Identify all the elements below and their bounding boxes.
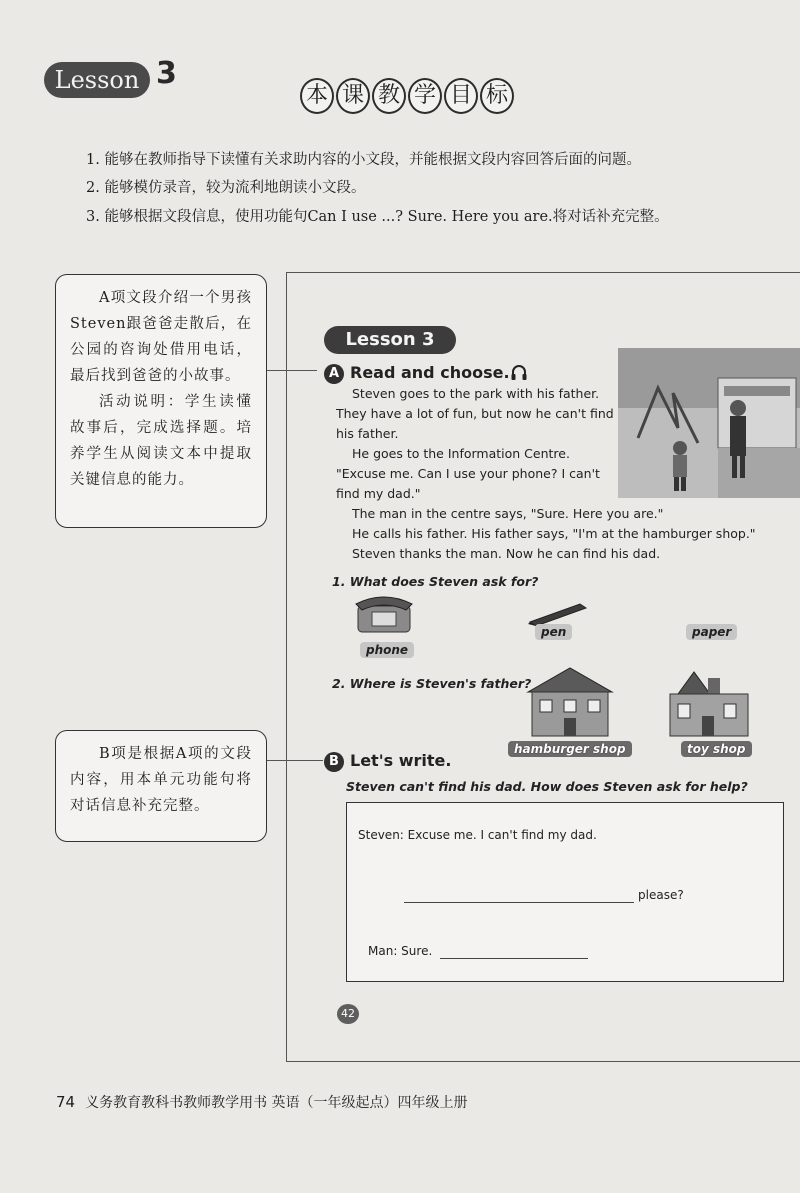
title-char: 目 xyxy=(444,78,478,114)
note-paragraph: 活动说明：学生读懂故事后，完成选择题。培养学生从阅读文本中提取关键信息的能力。 xyxy=(70,394,252,488)
section-b-badge: B xyxy=(324,752,344,772)
lesson-badge: Lesson xyxy=(44,62,150,98)
story-line: He calls his father. His father says, "I'm at the hamburger shop." xyxy=(352,526,756,541)
section-a-badge: A xyxy=(324,364,344,384)
section-b-prompt: Steven can't find his dad. How does Steven ask for help? xyxy=(346,779,748,794)
question-1: 1. What does Steven ask for? xyxy=(332,574,539,589)
teacher-note-b xyxy=(55,730,267,842)
story-line: Steven goes to the park with his father. xyxy=(352,386,600,401)
option-phone[interactable]: phone xyxy=(360,642,414,658)
section-b-title: Let's write. xyxy=(350,751,452,770)
information-centre-illustration xyxy=(618,348,800,498)
answer-blank-2[interactable] xyxy=(440,958,588,959)
page-footer xyxy=(56,1092,468,1112)
option-toy-shop[interactable]: toy shop xyxy=(681,741,752,757)
pen-icon xyxy=(526,598,590,626)
question-2: 2. Where is Steven's father? xyxy=(332,676,532,691)
lesson-number: 3 xyxy=(156,56,177,91)
story-line: The man in the centre says, "Sure. Here you are." xyxy=(352,506,664,521)
note-paragraph: B项是根据A项的文段内容，用本单元功能句将对话信息补充完整。 xyxy=(70,746,252,814)
story-line: find my dad." xyxy=(336,486,421,501)
option-pen[interactable]: pen xyxy=(535,624,572,640)
dialog-line-steven: Steven: Excuse me. I can't find my dad. xyxy=(358,828,597,842)
title-char: 学 xyxy=(408,78,442,114)
phone-icon xyxy=(352,592,416,636)
teacher-note-a xyxy=(55,274,267,528)
footer-page-number: 74 xyxy=(56,1093,76,1111)
goal-item: 1. 能够在教师指导下读懂有关求助内容的小文段，并能根据文段内容回答后面的问题。 xyxy=(86,152,641,168)
title-char: 课 xyxy=(336,78,370,114)
page-title xyxy=(300,78,514,114)
textbook-page-number: 42 xyxy=(337,1004,359,1024)
answer-blank-1[interactable] xyxy=(404,902,634,903)
story-line: "Excuse me. Can I use your phone? I can't xyxy=(336,466,600,481)
story-line: Steven thanks the man. Now he can find his dad. xyxy=(352,546,661,561)
option-paper[interactable]: paper xyxy=(686,624,737,640)
dialog-please: please? xyxy=(638,888,684,902)
option-hamburger-shop[interactable]: hamburger shop xyxy=(508,741,632,757)
footer-book-title: 义务教育教科书教师教学用书 英语（一年级起点）四年级上册 xyxy=(85,1095,468,1111)
lesson-pill: Lesson 3 xyxy=(324,326,456,354)
toy-shop-icon xyxy=(664,664,754,738)
goal-item: 2. 能够模仿录音，较为流利地朗读小文段。 xyxy=(86,180,366,196)
title-char: 本 xyxy=(300,78,334,114)
note-paragraph: A项文段介绍一个男孩Steven跟爸爸走散后，在公园的咨询处借用电话，最后找到爸爸的小故事。 xyxy=(70,290,252,384)
hamburger-shop-icon xyxy=(524,664,616,738)
dialog-line-man: Man: Sure. xyxy=(368,944,433,958)
story-line: He goes to the Information Centre. xyxy=(352,446,570,461)
title-char: 教 xyxy=(372,78,406,114)
title-char: 标 xyxy=(480,78,514,114)
story-line: They have a lot of fun, but now he can't find xyxy=(336,406,614,421)
story-line: his father. xyxy=(336,426,399,441)
headphone-icon xyxy=(510,364,528,382)
section-a-title: Read and choose. xyxy=(350,363,510,382)
goal-item: 3. 能够根据文段信息，使用功能句Can I use ...? Sure. Here you are.将对话补充完整。 xyxy=(86,209,669,225)
